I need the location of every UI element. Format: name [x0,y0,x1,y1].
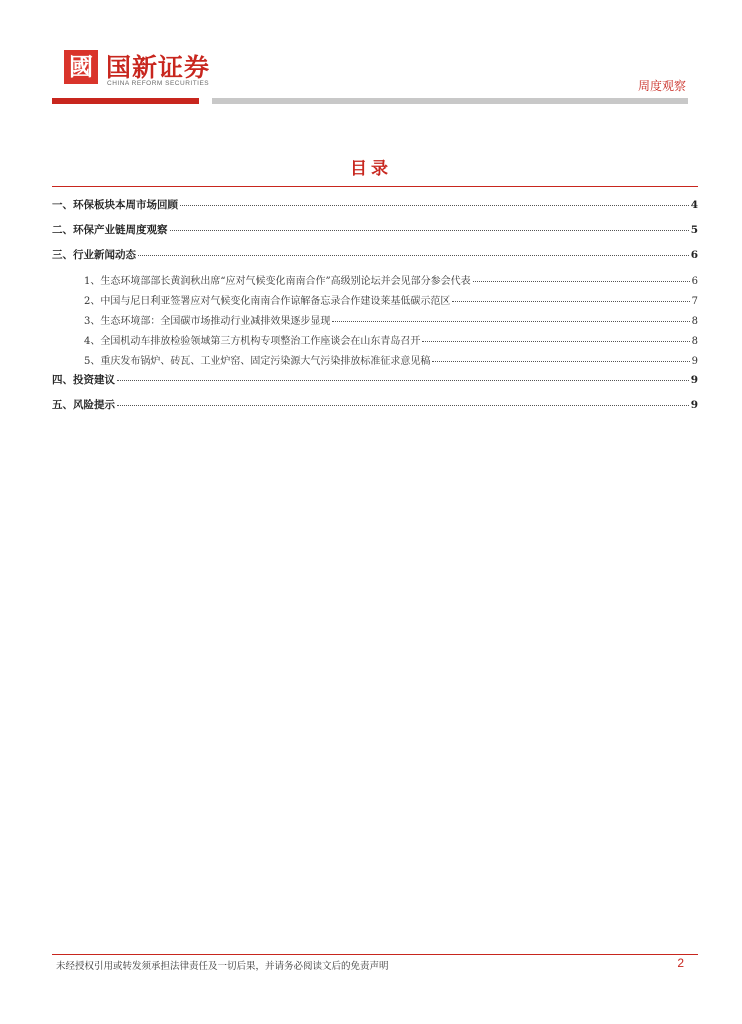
toc-entry-page: 4 [690,199,698,211]
toc-entry-page: 5 [690,224,698,236]
toc-subsection-entry[interactable] [52,352,698,372]
toc-entry-page: 9 [691,356,698,367]
toc-entry-page: 9 [690,399,698,411]
page-header [0,0,742,110]
page-number: 2 [677,956,684,970]
footer-rule [52,954,698,955]
table-of-contents [52,197,698,422]
toc-leader-dots [117,404,689,406]
toc-subsection-entry[interactable] [52,332,698,352]
toc-entry-label: 三、行业新闻动态 [52,249,136,261]
toc-title: 目录 [350,159,392,179]
toc-leader-dots [170,229,689,231]
toc-entry-page: 6 [691,276,698,287]
company-name-english: CHINA REFORM SECURITIES [107,80,210,87]
company-name: 国新证券 [106,53,211,82]
toc-subsection-entry[interactable] [52,272,698,292]
toc-entry-label: 2、中国与尼日利亚签署应对气候变化南南合作谅解备忘录合作建设莱基低碳示范区 [84,296,451,307]
toc-section-entry[interactable] [52,397,698,421]
toc-entry-page: 8 [691,336,698,347]
toc-leader-dots [117,379,689,381]
toc-entry-label: 4、全国机动车排放检验领域第三方机构专项整治工作座谈会在山东青岛召开 [84,336,421,347]
toc-leader-dots [432,360,689,362]
toc-entry-label: 5、重庆发布锅炉、砖瓦、工业炉窑、固定污染源大气污染排放标准征求意见稿 [84,356,431,367]
toc-entry-label: 五、风险提示 [52,399,115,411]
toc-entry-page: 6 [690,249,698,261]
toc-entry-label: 四、投资建议 [52,374,115,386]
toc-entry-page: 8 [691,316,698,327]
header-divider-bar [212,98,688,104]
toc-entry-label: 二、环保产业链周度观察 [52,224,168,236]
toc-leader-dots [180,204,689,206]
company-logo-icon: 國 [64,50,98,84]
toc-leader-dots [473,280,690,282]
toc-entry-label: 一、环保板块本周市场回顾 [52,199,178,211]
toc-leader-dots [452,300,689,302]
toc-section-entry[interactable] [52,247,698,271]
toc-entry-label: 3、生态环境部：全国碳市场推动行业减排效果逐步显现 [84,316,331,327]
toc-section-entry[interactable] [52,222,698,246]
toc-entry-page: 9 [690,374,698,386]
footer-disclaimer: 未经授权引用或转发须承担法律责任及一切后果，并请务必阅读文后的免责声明 [56,961,389,972]
toc-entry-label: 1、生态环境部部长黄润秋出席“应对气候变化南南合作”高级别论坛并会见部分参会代表 [84,276,471,287]
header-accent-bar [52,98,199,104]
toc-subsection-entry[interactable] [52,292,698,312]
toc-leader-dots [138,254,689,256]
report-type-label: 周度观察 [637,79,686,93]
toc-section-entry[interactable] [52,197,698,221]
toc-leader-dots [332,320,689,322]
toc-leader-dots [422,340,689,342]
toc-entry-page: 7 [691,296,698,307]
toc-title-rule [52,186,698,187]
toc-subsection-entry[interactable] [52,312,698,332]
toc-section-entry[interactable] [52,372,698,396]
